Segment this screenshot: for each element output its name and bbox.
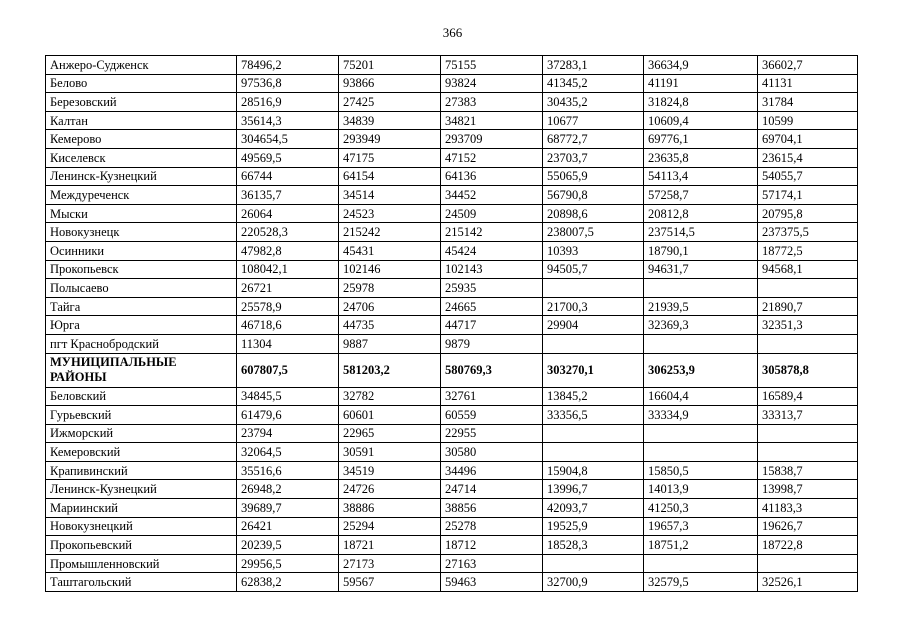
table-row [46, 297, 858, 316]
value-cell: 66744 [237, 167, 339, 186]
value-cell: 293949 [339, 130, 441, 149]
value-cell: 30580 [441, 443, 543, 462]
value-cell: 14013,9 [644, 480, 758, 499]
municipality-name-cell: Тайга [46, 297, 237, 316]
value-cell: 36634,9 [644, 56, 758, 75]
value-cell: 305878,8 [758, 353, 858, 387]
municipality-name-cell: Юрга [46, 316, 237, 335]
value-cell: 25978 [339, 279, 441, 298]
value-cell: 41250,3 [644, 499, 758, 518]
table-row [46, 461, 858, 480]
table-row [46, 167, 858, 186]
value-cell: 38856 [441, 499, 543, 518]
municipality-name-cell: Кемеровский [46, 443, 237, 462]
value-cell: 304654,5 [237, 130, 339, 149]
table-row [46, 241, 858, 260]
value-cell: 34845,5 [237, 387, 339, 406]
value-cell: 34452 [441, 186, 543, 205]
table-row [46, 111, 858, 130]
value-cell: 34514 [339, 186, 441, 205]
value-cell: 15850,5 [644, 461, 758, 480]
value-cell: 18751,2 [644, 536, 758, 555]
table-row [46, 279, 858, 298]
value-cell: 64154 [339, 167, 441, 186]
value-cell: 20795,8 [758, 204, 858, 223]
value-cell: 69704,1 [758, 130, 858, 149]
value-cell [543, 443, 644, 462]
value-cell: 28516,9 [237, 93, 339, 112]
municipality-name-cell: Гурьевский [46, 406, 237, 425]
value-cell: 23635,8 [644, 148, 758, 167]
value-cell: 42093,7 [543, 499, 644, 518]
value-cell: 13845,2 [543, 387, 644, 406]
value-cell: 21700,3 [543, 297, 644, 316]
value-cell: 45431 [339, 241, 441, 260]
value-cell: 41131 [758, 74, 858, 93]
value-cell: 41183,3 [758, 499, 858, 518]
table-row [46, 334, 858, 353]
value-cell: 35516,6 [237, 461, 339, 480]
value-cell: 32526,1 [758, 573, 858, 592]
value-cell: 25578,9 [237, 297, 339, 316]
municipality-name-cell: Новокузнецк [46, 223, 237, 242]
value-cell: 69776,1 [644, 130, 758, 149]
value-cell: 75155 [441, 56, 543, 75]
budget-table [45, 55, 858, 592]
value-cell: 41191 [644, 74, 758, 93]
value-cell: 59463 [441, 573, 543, 592]
value-cell: 19525,9 [543, 517, 644, 536]
value-cell: 10609,4 [644, 111, 758, 130]
value-cell [543, 424, 644, 443]
value-cell: 32351,3 [758, 316, 858, 335]
value-cell: 18772,5 [758, 241, 858, 260]
value-cell: 23794 [237, 424, 339, 443]
value-cell: 25935 [441, 279, 543, 298]
municipality-name-cell: Таштагольский [46, 573, 237, 592]
value-cell: 303270,1 [543, 353, 644, 387]
value-cell: 18712 [441, 536, 543, 555]
value-cell: 16604,4 [644, 387, 758, 406]
value-cell: 24706 [339, 297, 441, 316]
value-cell: 26721 [237, 279, 339, 298]
value-cell: 18722,8 [758, 536, 858, 555]
value-cell: 37283,1 [543, 56, 644, 75]
municipality-name-cell: Прокопьевский [46, 536, 237, 555]
value-cell: 32579,5 [644, 573, 758, 592]
value-cell: 18528,3 [543, 536, 644, 555]
value-cell: 10393 [543, 241, 644, 260]
value-cell: 19657,3 [644, 517, 758, 536]
value-cell: 32782 [339, 387, 441, 406]
value-cell: 39689,7 [237, 499, 339, 518]
value-cell: 13998,7 [758, 480, 858, 499]
value-cell: 94568,1 [758, 260, 858, 279]
value-cell: 15904,8 [543, 461, 644, 480]
table-row [46, 517, 858, 536]
municipality-name-cell: Калтан [46, 111, 237, 130]
value-cell: 61479,6 [237, 406, 339, 425]
value-cell: 30591 [339, 443, 441, 462]
value-cell: 18790,1 [644, 241, 758, 260]
value-cell [644, 443, 758, 462]
value-cell: 24714 [441, 480, 543, 499]
value-cell: 57174,1 [758, 186, 858, 205]
value-cell: 59567 [339, 573, 441, 592]
value-cell: 54055,7 [758, 167, 858, 186]
value-cell: 44735 [339, 316, 441, 335]
municipality-name-cell: Беловский [46, 387, 237, 406]
value-cell: 10599 [758, 111, 858, 130]
table-row [46, 74, 858, 93]
value-cell: 26064 [237, 204, 339, 223]
table-row [46, 554, 858, 573]
value-cell: 9879 [441, 334, 543, 353]
value-cell: 22965 [339, 424, 441, 443]
value-cell: 34519 [339, 461, 441, 480]
value-cell: 93866 [339, 74, 441, 93]
value-cell: 47982,8 [237, 241, 339, 260]
value-cell [543, 279, 644, 298]
value-cell: 38886 [339, 499, 441, 518]
table-row [46, 223, 858, 242]
value-cell: 25278 [441, 517, 543, 536]
value-cell: 31824,8 [644, 93, 758, 112]
municipality-name-cell: Новокузнецкий [46, 517, 237, 536]
value-cell: 20812,8 [644, 204, 758, 223]
value-cell [758, 334, 858, 353]
value-cell: 24523 [339, 204, 441, 223]
municipality-name-cell: МУНИЦИПАЛЬНЫЕ РАЙОНЫ [46, 353, 237, 387]
municipality-name-cell: Промышленновский [46, 554, 237, 573]
value-cell: 15838,7 [758, 461, 858, 480]
value-cell: 35614,3 [237, 111, 339, 130]
value-cell: 27173 [339, 554, 441, 573]
value-cell [543, 334, 644, 353]
value-cell: 25294 [339, 517, 441, 536]
value-cell [644, 279, 758, 298]
table-row [46, 387, 858, 406]
value-cell [644, 554, 758, 573]
value-cell: 60559 [441, 406, 543, 425]
value-cell: 26421 [237, 517, 339, 536]
value-cell: 94505,7 [543, 260, 644, 279]
table-row [46, 148, 858, 167]
value-cell: 23615,4 [758, 148, 858, 167]
value-cell: 306253,9 [644, 353, 758, 387]
municipality-name-cell: Мариинский [46, 499, 237, 518]
value-cell: 60601 [339, 406, 441, 425]
table-row [46, 536, 858, 555]
table-row [46, 56, 858, 75]
value-cell: 580769,3 [441, 353, 543, 387]
value-cell: 27425 [339, 93, 441, 112]
table-row [46, 480, 858, 499]
value-cell: 34496 [441, 461, 543, 480]
value-cell: 32700,9 [543, 573, 644, 592]
municipality-name-cell: Полысаево [46, 279, 237, 298]
value-cell: 21890,7 [758, 297, 858, 316]
value-cell: 32369,3 [644, 316, 758, 335]
value-cell: 10677 [543, 111, 644, 130]
value-cell: 64136 [441, 167, 543, 186]
value-cell: 108042,1 [237, 260, 339, 279]
value-cell: 93824 [441, 74, 543, 93]
page-number: 366 [442, 25, 463, 40]
table-row [46, 406, 858, 425]
value-cell [758, 424, 858, 443]
value-cell: 32064,5 [237, 443, 339, 462]
value-cell: 47152 [441, 148, 543, 167]
value-cell: 32761 [441, 387, 543, 406]
value-cell: 29956,5 [237, 554, 339, 573]
value-cell: 30435,2 [543, 93, 644, 112]
table-row [46, 316, 858, 335]
table-body [46, 56, 858, 592]
value-cell: 57258,7 [644, 186, 758, 205]
value-cell: 293709 [441, 130, 543, 149]
value-cell: 24726 [339, 480, 441, 499]
value-cell: 22955 [441, 424, 543, 443]
value-cell: 55065,9 [543, 167, 644, 186]
value-cell: 215242 [339, 223, 441, 242]
value-cell: 19626,7 [758, 517, 858, 536]
value-cell: 54113,4 [644, 167, 758, 186]
municipality-name-cell: Киселевск [46, 148, 237, 167]
table-row [46, 424, 858, 443]
value-cell: 33356,5 [543, 406, 644, 425]
municipality-name-cell: Ленинск-Кузнецкий [46, 167, 237, 186]
value-cell: 13996,7 [543, 480, 644, 499]
value-cell: 237375,5 [758, 223, 858, 242]
value-cell: 23703,7 [543, 148, 644, 167]
value-cell: 78496,2 [237, 56, 339, 75]
table-row [46, 443, 858, 462]
value-cell: 36602,7 [758, 56, 858, 75]
municipality-name-cell: Мыски [46, 204, 237, 223]
value-cell: 238007,5 [543, 223, 644, 242]
value-cell: 97536,8 [237, 74, 339, 93]
value-cell: 237514,5 [644, 223, 758, 242]
value-cell: 31784 [758, 93, 858, 112]
value-cell: 18721 [339, 536, 441, 555]
table-row [46, 186, 858, 205]
municipality-name-cell: пгт Краснобродский [46, 334, 237, 353]
value-cell: 20239,5 [237, 536, 339, 555]
municipality-name-cell: Крапивинский [46, 461, 237, 480]
value-cell: 33313,7 [758, 406, 858, 425]
value-cell: 75201 [339, 56, 441, 75]
value-cell: 34821 [441, 111, 543, 130]
municipality-name-cell: Кемерово [46, 130, 237, 149]
table-row [46, 573, 858, 592]
value-cell: 21939,5 [644, 297, 758, 316]
value-cell: 220528,3 [237, 223, 339, 242]
municipality-name-cell: Осинники [46, 241, 237, 260]
value-cell: 34839 [339, 111, 441, 130]
municipality-name-cell: Березовский [46, 93, 237, 112]
value-cell: 26948,2 [237, 480, 339, 499]
value-cell: 215142 [441, 223, 543, 242]
table-row [46, 499, 858, 518]
value-cell: 24665 [441, 297, 543, 316]
value-cell: 94631,7 [644, 260, 758, 279]
municipality-name-cell: Ижморский [46, 424, 237, 443]
value-cell: 41345,2 [543, 74, 644, 93]
value-cell: 44717 [441, 316, 543, 335]
table-row [46, 204, 858, 223]
value-cell [644, 424, 758, 443]
table-row [46, 130, 858, 149]
value-cell: 20898,6 [543, 204, 644, 223]
value-cell: 9887 [339, 334, 441, 353]
value-cell [543, 554, 644, 573]
value-cell: 29904 [543, 316, 644, 335]
value-cell: 607807,5 [237, 353, 339, 387]
value-cell: 102146 [339, 260, 441, 279]
value-cell: 36135,7 [237, 186, 339, 205]
municipality-name-cell: Белово [46, 74, 237, 93]
municipality-name-cell: Ленинск-Кузнецкий [46, 480, 237, 499]
value-cell [758, 279, 858, 298]
value-cell: 47175 [339, 148, 441, 167]
value-cell: 27163 [441, 554, 543, 573]
table-row [46, 93, 858, 112]
value-cell: 46718,6 [237, 316, 339, 335]
section-total-row [46, 353, 858, 387]
value-cell: 24509 [441, 204, 543, 223]
municipality-name-cell: Прокопьевск [46, 260, 237, 279]
table-row [46, 260, 858, 279]
value-cell [644, 334, 758, 353]
value-cell: 45424 [441, 241, 543, 260]
value-cell: 11304 [237, 334, 339, 353]
value-cell: 56790,8 [543, 186, 644, 205]
value-cell: 27383 [441, 93, 543, 112]
value-cell: 102143 [441, 260, 543, 279]
value-cell: 581203,2 [339, 353, 441, 387]
municipality-name-cell: Междуреченск [46, 186, 237, 205]
value-cell [758, 443, 858, 462]
value-cell [758, 554, 858, 573]
value-cell: 16589,4 [758, 387, 858, 406]
value-cell: 33334,9 [644, 406, 758, 425]
municipality-name-cell: Анжеро-Судженск [46, 56, 237, 75]
value-cell: 49569,5 [237, 148, 339, 167]
value-cell: 62838,2 [237, 573, 339, 592]
value-cell: 68772,7 [543, 130, 644, 149]
